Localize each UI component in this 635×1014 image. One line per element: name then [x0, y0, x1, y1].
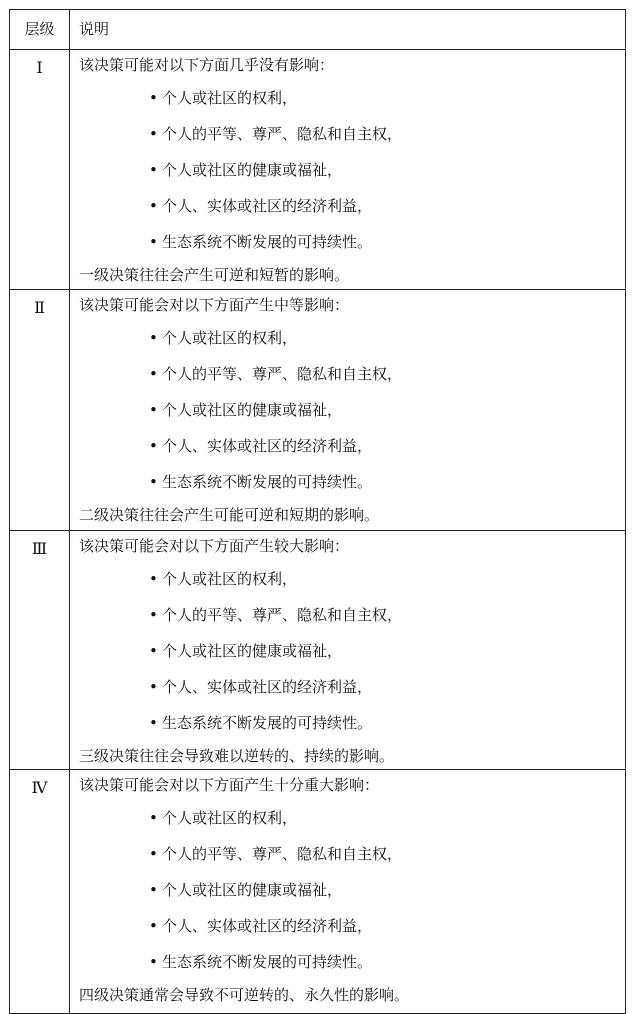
bullet-icon: •	[149, 401, 158, 419]
list-item-text: 个人的平等、尊严、隐私和自主权，	[162, 125, 403, 143]
bullet-icon: •	[149, 197, 158, 215]
list-item-text: 生态系统不断发展的可持续性。	[162, 233, 373, 251]
description-cell	[70, 531, 625, 769]
bullet-icon: •	[149, 161, 158, 179]
list-item	[79, 80, 625, 116]
bullet-icon: •	[149, 606, 158, 624]
list-item	[79, 561, 625, 597]
bullet-icon: •	[149, 437, 158, 455]
list-item	[79, 872, 625, 908]
list-item	[79, 188, 625, 224]
bullet-icon: •	[149, 365, 158, 383]
bullet-icon: •	[149, 642, 158, 660]
level-number: Ⅲ	[31, 539, 48, 558]
intro-text: 该决策可能会对以下方面产生十分重大影响：	[79, 776, 380, 794]
list-item-text: 生态系统不断发展的可持续性。	[162, 473, 373, 491]
list-item-text: 个人或社区的权利，	[162, 570, 298, 588]
table-row-level-1	[10, 49, 625, 289]
level-cell	[10, 290, 70, 530]
list-item	[79, 116, 625, 152]
description-cell	[70, 50, 625, 289]
list-item	[79, 392, 625, 428]
list-item	[79, 152, 625, 188]
bullet-icon: •	[149, 881, 158, 899]
list-item-text: 个人、实体或社区的经济利益，	[162, 437, 373, 455]
list-item-text: 个人或社区的健康或福祉，	[162, 881, 343, 899]
bullet-icon: •	[149, 714, 158, 732]
impact-level-table	[9, 9, 626, 1014]
list-item-text: 个人或社区的权利，	[162, 329, 298, 347]
bullet-icon: •	[149, 329, 158, 347]
bullet-icon: •	[149, 845, 158, 863]
bullet-icon: •	[149, 89, 158, 107]
summary-text: 三级决策往往会导致难以逆转的、持续的影响。	[79, 747, 395, 765]
list-item-text: 个人的平等、尊严、隐私和自主权，	[162, 845, 403, 863]
list-item	[79, 836, 625, 872]
list-item-text: 个人的平等、尊严、隐私和自主权，	[162, 606, 403, 624]
level-cell	[10, 531, 70, 769]
bullet-icon: •	[149, 570, 158, 588]
list-item	[79, 464, 625, 500]
table-row-level-2	[10, 289, 625, 530]
level-number: Ⅰ	[36, 58, 43, 77]
list-item-text: 个人、实体或社区的经济利益，	[162, 197, 373, 215]
list-item	[79, 944, 625, 980]
list-item	[79, 320, 625, 356]
list-item-text: 个人、实体或社区的经济利益，	[162, 917, 373, 935]
list-item-text: 个人或社区的权利，	[162, 809, 298, 827]
list-item-text: 生态系统不断发展的可持续性。	[162, 953, 373, 971]
bullet-icon: •	[149, 917, 158, 935]
intro-text: 该决策可能会对以下方面产生中等影响：	[79, 296, 350, 314]
header-description: 说明	[79, 20, 110, 38]
level-cell	[10, 770, 70, 1013]
list-item-text: 个人或社区的健康或福祉，	[162, 401, 343, 419]
bullet-icon: •	[149, 953, 158, 971]
list-item	[79, 908, 625, 944]
bullet-icon: •	[149, 233, 158, 251]
summary-text: 一级决策往往会产生可逆和短暂的影响。	[79, 266, 350, 284]
table-row-level-3	[10, 530, 625, 769]
level-number: Ⅱ	[34, 298, 45, 317]
description-cell	[70, 290, 625, 530]
list-item-text: 个人或社区的权利，	[162, 89, 298, 107]
summary-text: 四级决策通常会导致不可逆转的、永久性的影响。	[79, 986, 410, 1004]
description-cell	[70, 770, 625, 1013]
list-item	[79, 633, 625, 669]
list-item	[79, 597, 625, 633]
table-row-level-4	[10, 769, 625, 1013]
bullet-icon: •	[149, 809, 158, 827]
list-item-text: 个人的平等、尊严、隐私和自主权，	[162, 365, 403, 383]
list-item	[79, 224, 625, 260]
table-header-row	[10, 10, 625, 49]
bullet-icon: •	[149, 125, 158, 143]
intro-text: 该决策可能对以下方面几乎没有影响：	[79, 56, 335, 74]
level-number: Ⅳ	[31, 778, 48, 797]
list-item	[79, 428, 625, 464]
bullet-icon: •	[149, 678, 158, 696]
intro-text: 该决策可能会对以下方面产生较大影响：	[79, 537, 350, 555]
list-item-text: 个人或社区的健康或福祉，	[162, 642, 343, 660]
list-item	[79, 669, 625, 705]
list-item-text: 个人、实体或社区的经济利益，	[162, 678, 373, 696]
list-item-text: 个人或社区的健康或福祉，	[162, 161, 343, 179]
bullet-icon: •	[149, 473, 158, 491]
list-item	[79, 705, 625, 741]
level-cell	[10, 50, 70, 289]
list-item	[79, 356, 625, 392]
header-level: 层级	[10, 10, 70, 49]
list-item-text: 生态系统不断发展的可持续性。	[162, 714, 373, 732]
summary-text: 二级决策往往会产生可能可逆和短期的影响。	[79, 506, 380, 524]
list-item	[79, 800, 625, 836]
